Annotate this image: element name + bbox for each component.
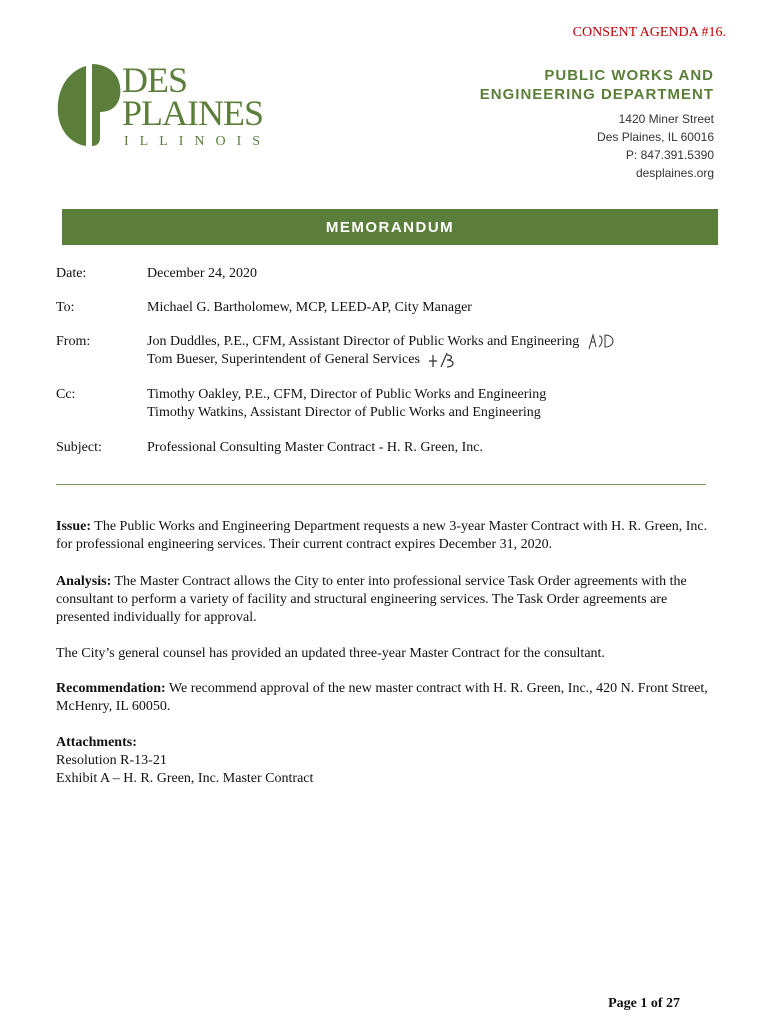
date-label: Date: (56, 266, 87, 281)
page-number: Page 1 of 27 (608, 996, 680, 1011)
dept-address: 1420 Miner Street (618, 112, 714, 126)
subject-value: Professional Consulting Master Contract - H. R. Green, Inc. (147, 440, 483, 455)
dept-title-line2: ENGINEERING DEPARTMENT (479, 86, 714, 103)
logo-text-plaines: PLAINES (122, 93, 264, 133)
dept-title-line1: PUBLIC WORKS AND (544, 67, 714, 84)
subject-label: Subject: (56, 440, 102, 455)
attachment-item: Resolution R-13-21 (56, 753, 167, 768)
consent-agenda-label: CONSENT AGENDA #16. (572, 25, 726, 40)
signature-initials-icon (427, 351, 459, 369)
recommendation-paragraph (56, 680, 716, 716)
issue-paragraph (56, 518, 716, 554)
signature-initials-icon (587, 333, 623, 351)
logo-text-des: DES (122, 60, 188, 100)
attachments-section (56, 734, 716, 788)
issue-label: Issue: (56, 519, 92, 534)
cc-line-1: Timothy Oakley, P.E., CFM, Director of Public Works and Engineering (147, 387, 547, 402)
memorandum-title: MEMORANDUM (325, 218, 455, 236)
dept-phone: P: 847.391.5390 (625, 148, 714, 162)
analysis-label: Analysis: (56, 574, 112, 589)
city-logo (56, 60, 272, 152)
department-header (480, 66, 714, 182)
attachment-item: Exhibit A – H. R. Green, Inc. Master Contract (56, 771, 314, 786)
counsel-paragraph: The City’s general counsel has provided an updated three-year Master Contract for the consultant. (56, 646, 605, 661)
analysis-paragraph (56, 573, 716, 627)
to-label: To: (56, 300, 75, 315)
analysis-text: The Master Contract allows the City to enter into professional service Task Order agreements with the consultant to perform a variety of facility and structural engineering services. The Task Order agreements are presented individually for approval. (56, 574, 687, 625)
from-line-1: Jon Duddles, P.E., CFM, Assistant Director of Public Works and Engineering (147, 334, 580, 350)
dept-website: desplaines.org (635, 166, 714, 180)
memorandum-banner (62, 209, 718, 245)
attachments-label: Attachments: (56, 735, 137, 750)
cc-line-2: Timothy Watkins, Assistant Director of Public Works and Engineering (147, 405, 541, 420)
logo-text-illinois: ILLINOIS (124, 134, 272, 149)
recommendation-label: Recommendation: (56, 681, 166, 696)
cc-label: Cc: (56, 387, 76, 402)
from-line-2: Tom Bueser, Superintendent of General Services (147, 352, 420, 368)
dept-city: Des Plaines, IL 60016 (597, 130, 714, 144)
issue-text: The Public Works and Engineering Department requests a new 3-year Master Contract with H. R. Green, Inc. for professional engineering services. Their current contract expires December 31, 2020. (56, 519, 708, 552)
date-value: December 24, 2020 (147, 266, 258, 281)
from-label: From: (56, 334, 91, 349)
leaf-logo-icon (56, 62, 122, 148)
to-value: Michael G. Bartholomew, MCP, LEED-AP, City Manager (147, 300, 472, 315)
recommendation-text: We recommend approval of the new master contract with H. R. Green, Inc., 420 N. Front Street, McHenry, IL 60050. (56, 681, 708, 714)
divider (56, 484, 706, 485)
